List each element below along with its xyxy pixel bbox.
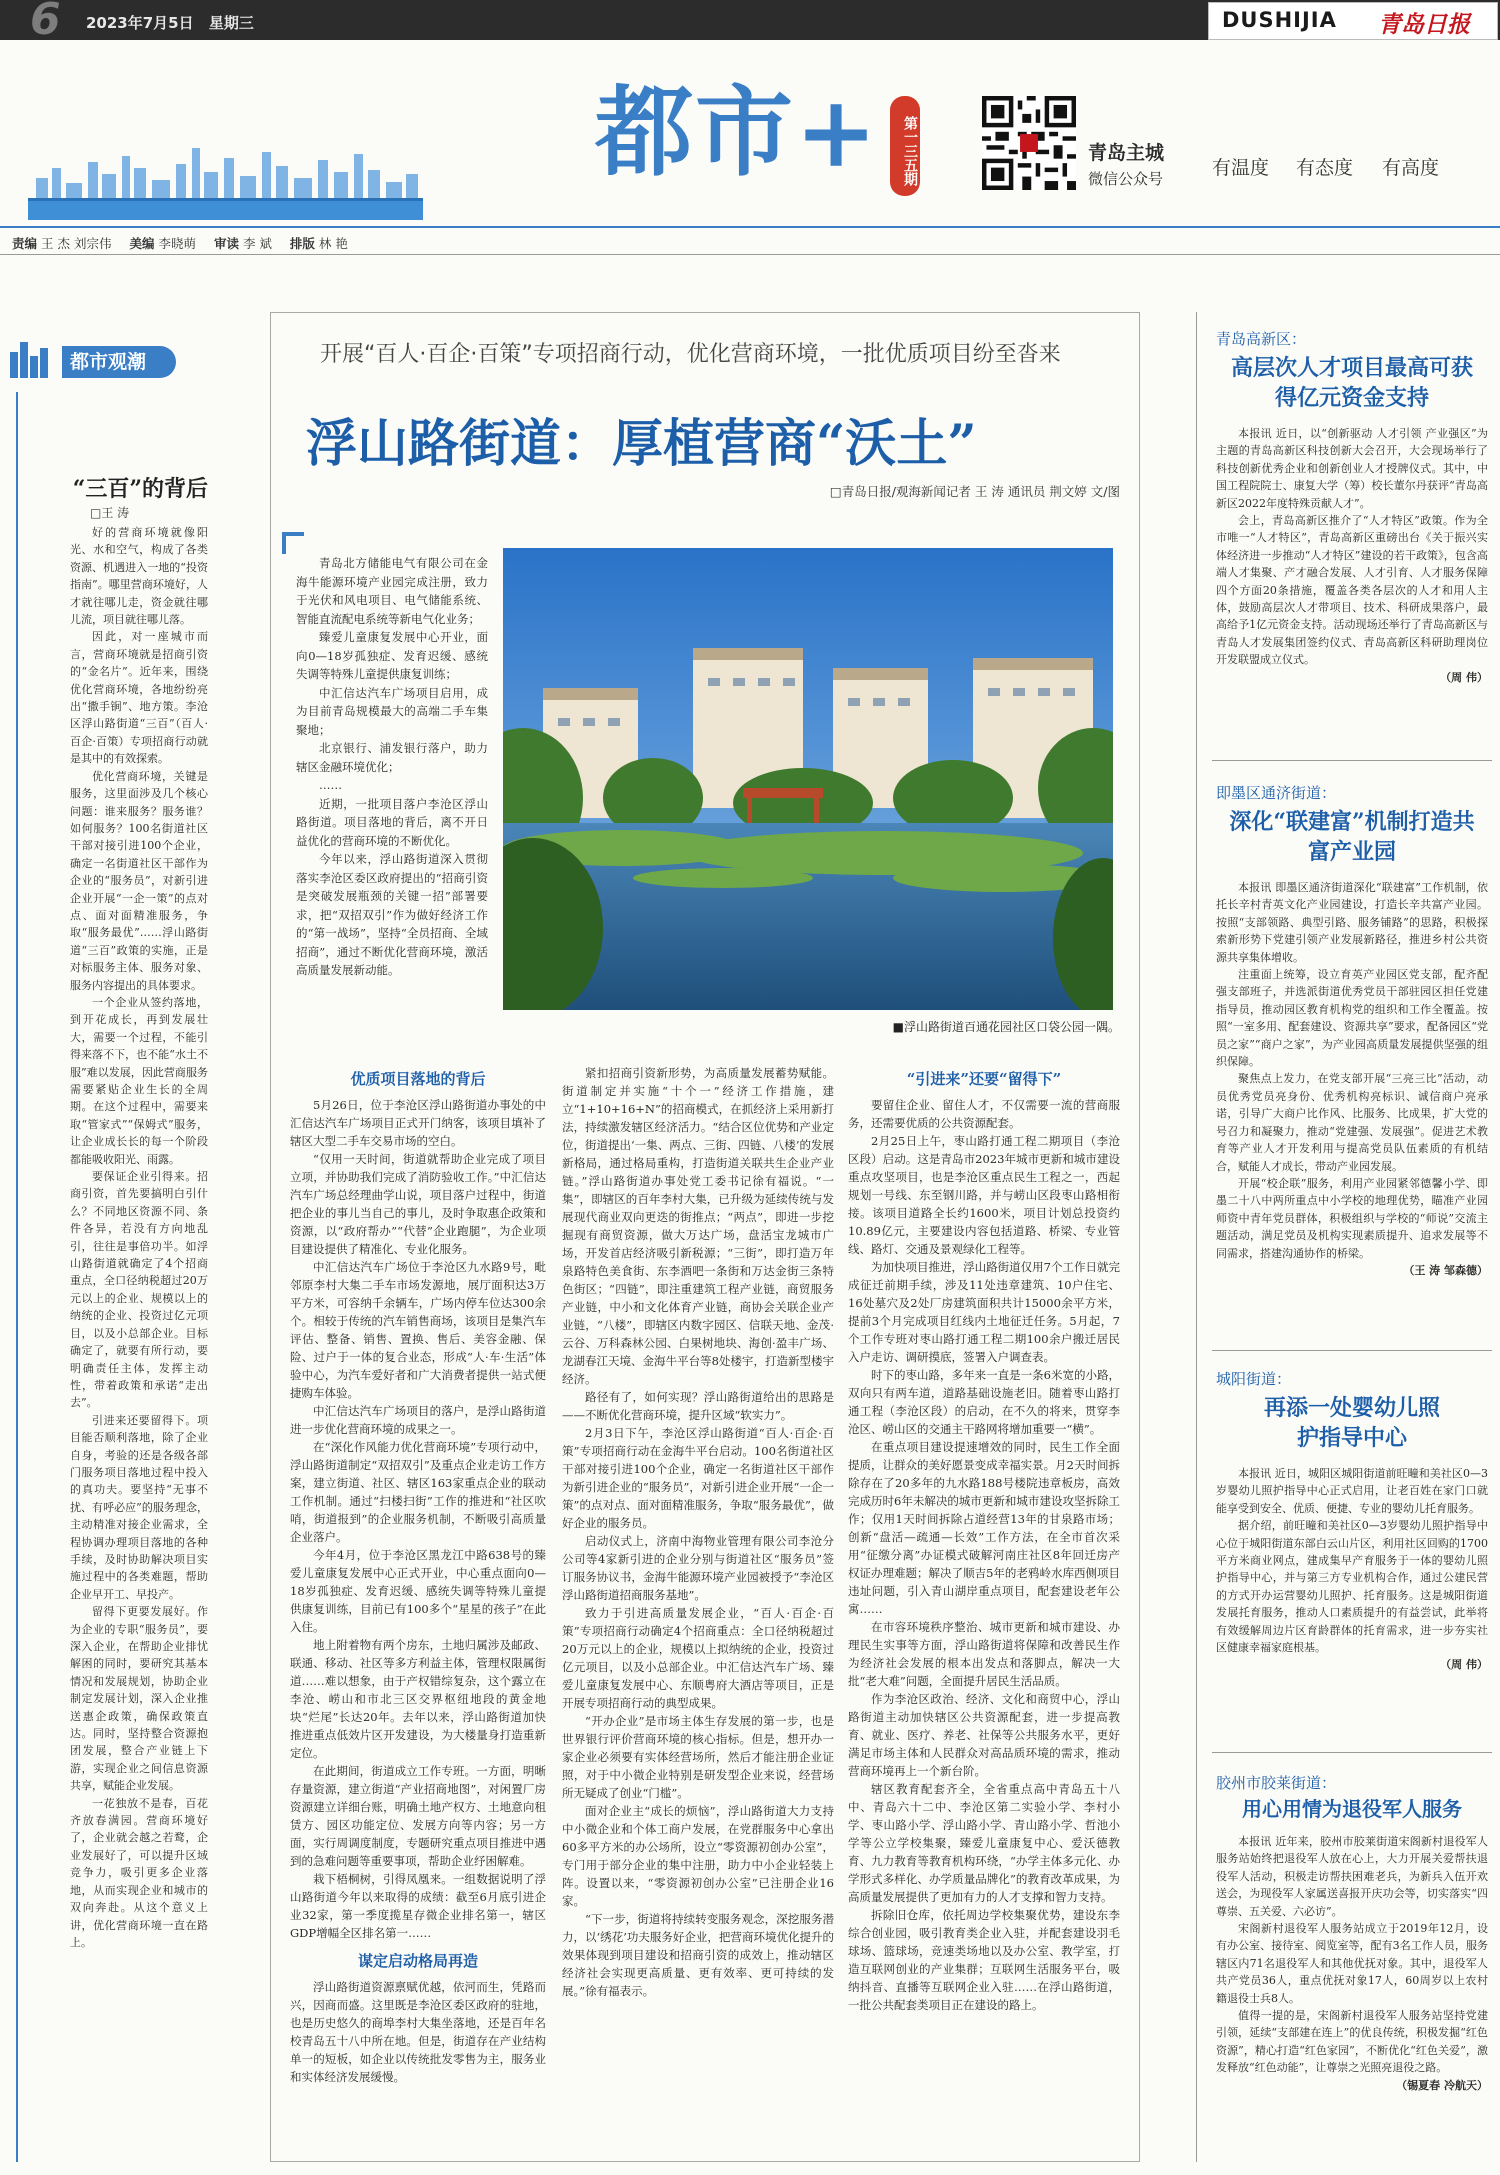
article-paragraph: 据介绍，前旺疃和美社区0—3岁婴幼儿照护指导中心位于城阳街道东部白云山片区，利用社区回购的1700平方米商业网点，建成集早产育服务于一体的婴幼儿照护指导中心，并与第三方专业机构合作，通过公建民营的方式开办运营婴幼儿照护、托育服务。这是城阳街道发展托育服务，推动人口素质提升的有益尝试，此举将有效缓解周边片区育龄群体的托育需求，进一步夯实社区健康幸福家庭根基。 xyxy=(1216,1519,1488,1655)
body-paragraph: 拆除旧仓库，依托周边学校集聚优势，建设东李综合创业园，吸引教育类企业入驻，并配套建设羽毛球场、篮球场，竞速类场地以及办公室、教学室，打造互联网创业的产业集群；互联网生活服务平台，吸纳抖音、直播等互联网企业入驻……在浮山路街道，一批公共配套类项目正在建设的路上。 xyxy=(848,1908,1120,2012)
right-article-1 xyxy=(1216,328,1488,686)
article-byline: （锡夏春 冷航天） xyxy=(1396,2078,1488,2092)
intro-paragraph: …… xyxy=(319,778,342,792)
body-paragraph: 在重点项目建设提速增效的同时，民生工作全面提质，让群众的美好愿景变成幸福实景。月2天时间拆除存在了20多年的九水路188号楼院违章板房，高效完成历时6年未解决的城市更新和城市建设攻坚拆除工作；仅用1天时间拆除占道经营13年的甘泉路市场；创新“盘活—疏通—长效”工作方法，在全市首次采用“征缴分离”办证模式破解河南庄社区8年回迁房产权证办理难题；解决了顺吉5年的老鸦岭水库西侧项目违址问题，引入青山湖岸重点项目，配套建设老年公寓…… xyxy=(848,1440,1120,1616)
lead-body-col-1 xyxy=(290,1060,546,2155)
commentary-paragraph: 因此，对一座城市而言，营商环境就是招商引资的“金名片”。近年来，围绕优化营商环境，各地纷纷亮出“撒手锏”、地方策。李沧区浮山路街道“三百”（百人·百企·百策）专项招商行动就是其中的有效探索。 xyxy=(70,630,208,766)
lead-body-col-3 xyxy=(848,1060,1120,2155)
commentary-paragraph: 引进来还要留得下。项目能否顺利落地，除了企业自身，考验的还是各级各部门服务项目落地过程中投入的真功夫。要坚持“无事不扰、有呼必应”的服务理念，主动精准对接企业需求，全程协调办理项目落地的各种手续，及时协助解决项目实施过程中的各类难题，帮助企业早开工、早投产。 xyxy=(70,1413,208,1601)
article-body xyxy=(1216,1833,1488,2094)
credit-names-1: 王 杰 刘宗伟 xyxy=(41,236,112,251)
article-paragraph: 本报讯 近年来，胶州市胶莱街道宋阁新村退役军人服务站始终把退役军人放在心上，大力开展关爱帮扶退役军人活动，积极走访帮扶困难老兵，为新兵入伍开欢送会，为现役军人家属送喜报开庆功会等，切实落实“四尊崇、五关爱、六必访”。 xyxy=(1216,1835,1488,1918)
body-paragraph: 今年4月，位于李沧区黑龙江中路638号的臻爱儿童康复发展中心正式开业，中心重点面向0—18岁孤独症、发育迟缓、感统失调等特殊儿童提供康复训练，目前已有100多个“星星的孩子”在此入住。 xyxy=(290,1548,546,1634)
body-paragraph: 栽下梧桐树，引得凤凰来。一组数据说明了浮山路街道今年以来取得的成绩：截至6月底引进企业32家，第一季度揽星存微企业排名第一，辖区GDP增幅全区排名第一…… xyxy=(290,1872,546,1940)
article-body xyxy=(1216,879,1488,1279)
article-body xyxy=(1216,425,1488,686)
body-paragraph: 辖区教育配套齐全，全省重点高中青岛五十八中、青岛六十二中、李沧区第二实验小学、李村小学、枣山路小学、浮山路小学、青山路小学、哲池小学等公立学校集聚，臻爱儿童康复中心、爱沃德教育、九力教育等教育机构环绕，“办学主体多元化、办学形式多样化、办学质量品牌化”的教育改革成果，为高质量发展提供了更加有力的人才支撑和智力支持。 xyxy=(848,1782,1120,1904)
article-body xyxy=(1216,1465,1488,1674)
article-paragraph: 开展“校企联”服务，利用产业园紧邻德馨小学、即墨二十八中两所重点中小学校的地理优势，瞄准产业园师资中青年党员群体，积极组织与学校的“师说”交流主题活动，满足党员及机构实现素质提升、追求发展等不同需求，搭建沟通协作的桥梁。 xyxy=(1216,1176,1488,1260)
credit-names-2: 李晓萌 xyxy=(158,236,196,251)
paper-logo: 青岛日报 xyxy=(1378,11,1470,38)
intro-paragraph: 中汇信达汽车广场项目启用，成为目前青岛规模最大的高端二手车集聚地； xyxy=(296,685,488,737)
article-paragraph: 聚焦点上发力，在党支部开展“三亮三比”活动，动员优秀党员亮身份、优秀机构亮标识、诚信商户亮承诺，引导广大商户比作风、比服务、比成果，扩大党的号召力和凝聚力，推动“党建强、发展强”。促进艺术教育等产业人才开发利用与提高党员队伍素质的有机结合，赋能人才成长，带动产业园发展。 xyxy=(1216,1072,1488,1173)
qr-code-icon xyxy=(982,96,1076,190)
body-paragraph: 为加快项目推进，浮山路街道仅用7个工作日就完成征迁前期手续，涉及11处违章建筑、10户住宅、16处墓穴及2处厂房建筑面积共计15000余平方米，提前3个月完成项目红线内土地征迁任务。5月起，7个工作专班对枣山路打通工程二期100余户搬迁居民入户走访、调研摸底，签署入户调查表。 xyxy=(848,1260,1120,1364)
right-article-2 xyxy=(1216,782,1488,1279)
section-pinyin: DUSHIJIA xyxy=(1222,8,1337,32)
city-skyline-illustration xyxy=(28,138,423,220)
credit-names-3: 李 斌 xyxy=(242,236,272,251)
right-col-divider xyxy=(1196,312,1197,2162)
article-paragraph: 值得一提的是，宋阁新村退役军人服务站坚持党建引领，延续“支部建在连上”的优良传统，积极发掘“红色资源”，精心打造“红色家园”，不断优化“红色关爱”，激发释放“红色动能”，让尊崇之光照亮退役之路。 xyxy=(1216,2009,1488,2075)
body-paragraph: “仅用一天时间，街道就帮助企业完成了项目立项，并协助我们完成了消防验收工作。”中汇信达汽车广场总经理曲学山说，项目落户过程中，街道把企业的事儿当自己的事儿，及时争取惠企政策和资源，以“政府帮办”“代替”企业跑腿”，为企业项目建设提供了精准化、专业化服务。 xyxy=(290,1152,546,1256)
article-byline: （王 涛 邹森德） xyxy=(1403,1263,1488,1277)
credits-rule xyxy=(0,254,1500,255)
article-paragraph: 本报讯 近日，城阳区城阳街道前旺疃和美社区0—3岁婴幼儿照护指导中心正式启用，让老百姓在家门口就能享受到安全、优质、便捷、专业的婴幼儿托育服务。 xyxy=(1216,1467,1488,1515)
issue-tag: 第一三五期 xyxy=(890,96,920,196)
credit-role-1: 责编 xyxy=(12,236,38,251)
article-kicker: 城阳街道： xyxy=(1216,1370,1292,1388)
credit-names-4: 林 艳 xyxy=(318,236,348,251)
body-paragraph: 紧扣招商引资新形势，为高质量发展蓄势赋能。街道制定并实施“十个一”经济工作措施，建立“1+10+16+N”的招商模式，在抓经济上采用新打法，持续激发辖区经济活力。“结合区位优势和产业定位，街道提出‘一集、两点、三街、四链、八楼’的发展新格局，通过格局重构，打造街道关联共生企业产业链。”浮山路街道办事处党工委书记徐有福说。“一集”，即辖区的百年李村大集，已升级为延续传统与发展现代商业双向更迭的街推点；“两点”，即进一步挖掘现有商贸资源，做大万达广场，盘活宝龙城市广场，开发首店经济吸引新税源；“三街”，即打造万年泉路特色美食街、东李酒吧一条街和万达金街三条特色街区；“四链”，即注重建筑工程产业链，商贸服务产业链，中小和文化体育产业链，商协会关联企业产业链，“八楼”，即辖区内数字园区、信联天地、金茂·云谷、万科森林公园、白果树地块、海创·盈丰广场、龙湖春江天境、金海牛平台等8处楼宇，打造新型楼宇经济。 xyxy=(562,1066,834,1386)
commentary-paragraph: 留得下更要发展好。作为企业的专职“服务员”，要深入企业，在帮助企业排忧解困的同时，要研究其基本情况和发展规划，协助企业制定发展计划，深入企业推送惠企政策，确保政策直达。同时，坚持整合资源抱团发展，整合产业链上下游，实现企业之间信息资源共享，赋能企业发展。 xyxy=(70,1605,208,1793)
commentary-body xyxy=(70,524,208,2154)
photo-caption: ■浮山路街道百通花园社区口袋公园一隅。 xyxy=(892,1020,1120,1034)
body-paragraph: 5月26日，位于李沧区浮山路街道办事处的中汇信达汽车广场项目正式开门纳客，该项目填补了辖区大型二手车交易市场的空白。 xyxy=(290,1098,546,1148)
wechat-account-name: 青岛主城 xyxy=(1088,142,1165,164)
article-headline: 再添一处婴幼儿照护指导中心 xyxy=(1263,1395,1440,1451)
right-article-rule xyxy=(1212,1350,1492,1351)
commentary-paragraph: 一个企业从签约落地，到开花成长，再到发展壮大，需要一个过程，不能引得来落不下，也不能“水土不服”难以发展，因此营商服务需要紧贴企业生长的全周期。在这个过程中，需要来取“管家式”“保姆式”服务，让企业成长长的每一个阶段都能吸收阳光、雨露。 xyxy=(70,995,208,1166)
body-paragraph: 路径有了，如何实现？浮山路街道给出的思路是——不断优化营商环境，提升区域“软实力”。 xyxy=(562,1390,834,1422)
body-paragraph: 在市容环境秩序整治、城市更新和城市建设、办理民生实事等方面，浮山路街道将保障和改善民生作为经济社会发展的根本出发点和落脚点，解决一大批“老大难”问题，全面提升居民生活品质。 xyxy=(848,1620,1120,1688)
right-article-4 xyxy=(1216,1772,1488,2094)
lead-headline: 浮山路街道：厚植营商“沃土” xyxy=(306,414,977,474)
header-rule xyxy=(0,226,1500,228)
body-paragraph: 作为李沧区政治、经济、文化和商贸中心，浮山路街道主动加快辖区公共资源配套，进一步提高教育、就业、医疗、养老、社保等公共服务水平，更好满足市场主体和人民群众对高品质环境的需求，推动营商环境再上一个新台阶。 xyxy=(848,1692,1120,1778)
left-col-divider xyxy=(16,392,18,2162)
article-paragraph: 本报讯 即墨区通济街道深化“联建富”工作机制，依托长辛村青英文化产业园建设，打造长辛共富产业园。按照“支部领路、典型引路、服务铺路”的思路，积极探索新形势下党建引领产业发展新路径，推进乡村公共资源共享集体增收。 xyxy=(1216,881,1488,964)
body-paragraph: 致力于引进高质量发展企业，“百人·百企·百策”专项招商行动确定4个招商重点：全口径纳税超过20万元以上的企业，规模以上拟纳统的企业，投资过亿元项目，以及小总部企业。中汇信达汽车广场、臻爱儿童康复发展中心、东顺粤府大酒店等项目，正是开展专项招商行动的典型成果。 xyxy=(562,1606,834,1710)
weekday-text: 星期三 xyxy=(208,14,254,32)
credits-line xyxy=(12,234,348,252)
body-paragraph: 面对企业主“成长的烦恼”，浮山路街道大力支持中小微企业和个体工商户发展，在党群服务中心拿出60多平方米的办公场所，设立“零资源初创办公室”，专门用于部分企业的集中注册，助力中小企业轻装上阵。设置以来，“零资源初创办公室”已注册企业16家。 xyxy=(562,1804,834,1908)
article-kicker: 即墨区通济街道： xyxy=(1216,784,1337,802)
commentary-paragraph: 好的营商环境就像阳光、水和空气，构成了各类资源、机遇进入一地的“投资指南”。哪里营商环境好，人才就往哪儿走，资金就往哪儿流，项目就往哪儿落。 xyxy=(70,526,208,627)
article-paragraph: 注重面上统筹，设立育英产业园区党支部，配齐配强支部班子，并选派街道优秀党员干部驻园区担任党建指导员，推动园区教育机构党的组织和工作全覆盖。按照“一室多用、配套建设、资源共享”要求，配备园区“党员之家”“商户之家”，为产业园高质量发展提供坚强的组织保障。 xyxy=(1216,968,1488,1069)
wechat-account-sub: 微信公众号 xyxy=(1088,170,1164,188)
body-paragraph: 要留住企业、留住人才，不仅需要一流的营商服务，还需要优质的公共资源配套。 xyxy=(848,1098,1120,1130)
issue-date xyxy=(86,12,254,33)
body-paragraph: 浮山路街道资源禀赋优越，依河而生，凭路而兴，因商而盛。这里既是李沧区委区政府的驻地，也是历史悠久的商埠李村大集坐落地，还是百年名校青岛五十八中所在地。但是，街道存在产业结构单一的短板，如企业以传统批发零售为主，服务业和实体经济发展缓慢。 xyxy=(290,1980,546,2084)
commentary-title: “三百”的背后 xyxy=(72,476,208,502)
lead-subtitle: 开展“百人·百企·百策”专项招商行动，优化营商环境，一批优质项目纷至沓来 xyxy=(320,342,1061,367)
right-article-3 xyxy=(1216,1368,1488,1674)
intro-paragraph: 北京银行、浦发银行落户，助力辖区金融环境优化； xyxy=(296,741,488,774)
article-headline: 高层次人才项目最高可获得亿元资金支持 xyxy=(1230,355,1473,411)
body-paragraph: 2月3日下午，李沧区浮山路街道“百人·百企·百策”专项招商行动在金海牛平台启动。100名街道社区干部对接引进100个企业，确定一名街道社区干部作为新引进企业的“服务员”，对新引进企业开展“一企一策”的点对点、面对面精准服务，争取“服务最优”，做好企业的服务员。 xyxy=(562,1426,834,1530)
column-tag: 都市观潮 xyxy=(62,346,176,378)
credit-role-3: 审读 xyxy=(213,236,239,251)
slogan-1: 有温度 xyxy=(1212,157,1270,179)
commentary-paragraph: 优化营商环境，关键是服务，这里面涉及几个核心问题：谁来服务？服务谁？如何服务？100名街道社区干部对接引进100个企业，确定一名街道社区干部作为企业的“服务员”，对新引进企业开展“一企一策”的点对点、面对面精准服务，争取“服务最优”……浮山路街道“三百”政策的实施，正是对标服务主体、服务对象、服务内容提出的具体要求。 xyxy=(70,769,208,992)
body-paragraph: 启动仪式上，济南中海物业管理有限公司李沧分公司等4家新引进的企业分别与街道社区“服务员”签订服务协议书，金海牛能源环境产业园被授予“李沧区浮山路街道招商服务基地”。 xyxy=(562,1534,834,1602)
body-paragraph: 在此期间，街道成立工作专班。一方面，明晰存量资源，建立街道“产业招商地图”，对闲置厂房资源建立详细台账，明确土地产权方、土地意向租赁方、园区功能定位、发展方向等内容；另一方面，实行周调度制度，专题研究重点项目推进中遇到的急难问题等重要事项，帮助企业纾困解难。 xyxy=(290,1764,546,1868)
lead-intro xyxy=(296,554,488,1024)
lead-byline: □青岛日报/观海新闻记者 王 涛 通讯员 荆文婷 文/图 xyxy=(829,484,1120,499)
article-byline: （周 伟） xyxy=(1440,670,1488,684)
intro-paragraph: 臻爱儿童康复发展中心开业，面向0—18岁孤独症、发育迟缓、感统失调等特殊儿童提供康复训练； xyxy=(296,630,488,681)
body-paragraph: 时下的枣山路，多年来一直是一条6米宽的小路，双向只有两车道，道路基础设施老旧。随着枣山路打通工程（李沧区段）的启动，在不久的将来，贯穿李沧区、崂山区的交通主干路网将增加重要一“横”。 xyxy=(848,1368,1120,1436)
lead-body-col-2 xyxy=(562,1064,834,2155)
intro-paragraph: 近期，一批项目落户李沧区浮山路街道。项目落地的背后，离不开日益优化的营商环境的不断优化。 xyxy=(296,796,488,848)
intro-paragraph: 今年以来，浮山路街道深入贯彻落实李沧区委区政府提出的“招商引资是突破发展瓶颈的关键一招”部署要求，把“双招双引”作为做好经济工作的“第一战场”，坚持“全员招商、全域招商”，通过不断优化营商环境，激活高质量发展新动能。 xyxy=(296,852,488,977)
commentary-paragraph: 要保证企业引得来。招商引资，首先要搞明白引什么？不同地区资源不同、条件各异，若没有方向地乱引，往往是事倍功半。如浮山路街道就确定了4个招商重点，全口径纳税超过20万元以上的企业、规模以上的纳统的企业、投资过亿元项目，以及小总部企业。目标确定了，就要有所行动，要明确责任主体，发挥主动性，带着政策和承诺“走出去”。 xyxy=(70,1170,208,1410)
slogan-3: 有高度 xyxy=(1382,157,1440,179)
article-byline: （周 伟） xyxy=(1440,1658,1488,1672)
article-headline: 用心用情为退役军人服务 xyxy=(1242,1797,1462,1821)
date-text: 2023年7月5日 xyxy=(86,14,194,32)
section-subhead: 优质项目落地的背后 xyxy=(350,1070,486,1088)
article-paragraph: 宋阁新村退役军人服务站成立于2019年12月，设有办公室、接待室、阅览室等，配有3名工作人员，服务辖区内71名退役军人和其他优抚对象。其中，退役军人共产党员36人，重点优抚对象17人，60周岁以上农村籍退役士兵8人。 xyxy=(1216,1922,1488,2005)
section-title: 都市+ xyxy=(595,75,880,190)
quote-mark-icon xyxy=(282,532,304,554)
page-number: 6 xyxy=(30,0,61,45)
article-kicker: 胶州市胶莱街道： xyxy=(1216,1774,1337,1792)
slogan-2: 有态度 xyxy=(1296,157,1354,179)
body-paragraph: “开办企业”是市场主体生存发展的第一步，也是世界银行评价营商环境的核心指标。但是，想开办一家企业必须要有实体经营场所，然后才能注册企业证照，对于中小微企业特别是研发型企业来说，经营场所无疑成了创业“门槛”。 xyxy=(562,1714,834,1800)
credit-role-4: 排版 xyxy=(289,236,315,251)
article-paragraph: 会上，青岛高新区推介了“人才特区”政策。作为全市唯一“人才特区”，青岛高新区重磅出台《关于振兴实体经济进一步推动“人才特区”建设的若干政策》，包含高端人才集聚、产才融合发展、人才引育、人才服务保障四个方面20条措施，覆盖各类各层次的人才和用人主体，鼓励高层次人才带项目、技术、科研成果落户，最高给予1亿元资金支持。活动现场还举行了青岛高新区与青岛人才发展集团签约仪式、青岛高新区科研助理岗位开发联盟成立仪式。 xyxy=(1216,514,1488,667)
body-paragraph: “下一步，街道将持续转变服务观念，深挖服务潜力，以‘绣花’功夫服务好企业，把营商环境优化提升的效果体现到项目建设和招商引资的成效上，推动辖区经济社会实现更高质量、更有效率、更可持续的发展。”徐有福表示。 xyxy=(562,1912,834,1998)
right-article-rule xyxy=(1212,1752,1492,1753)
body-paragraph: 地上附着物有两个房东，土地归属涉及邮政、联通、移动、社区等多方利益主体，管理权限属街道……难以想象，由于产权错综复杂，这个露立在李沧、崂山和市北三区交界枢纽地段的黄金地块“烂尾”长达20年。去年以来，浮山路街道加快推进重点低效片区开发建设，为大楼量身打造重新定位。 xyxy=(290,1638,546,1760)
intro-paragraph: 青岛北方储能电气有限公司在金海牛能源环境产业园完成注册，致力于光伏和风电项目、电气储能系统、智能直流配电系统等新电气化业务； xyxy=(296,556,488,626)
article-paragraph: 本报讯 近日，以“创新驱动 人才引领 产业强区”为主题的青岛高新区科技创新大会召开，大会现场举行了科技创新优秀企业和创新创业人才授牌仪式。其中，中国工程院院士、康复大学（筹）校长董尔丹获评“青岛高新区2022年度特殊贡献人才”。 xyxy=(1216,427,1488,510)
commentary-author: □王 涛 xyxy=(90,506,130,520)
body-paragraph: 中汇信达汽车广场位于李沧区九水路9号，毗邻原李村大集二手车市场发源地，展厅面积达3万平方米，可容纳千余辆车，广场内停车位达300余个。相较于传统的汽车销售商场，该项目是集汽车评估、整备、销售、置换、售后、美容金融、保险、过户于一体的复合业态，形成“人·车·生活”体验中心，为汽车爱好者和广大消费者提供一站式便捷购车体验。 xyxy=(290,1260,546,1400)
article-kicker: 青岛高新区： xyxy=(1216,330,1307,348)
section-subhead: 谋定启动格局再造 xyxy=(357,1952,478,1970)
section-subhead: “引进来”还要“留得下” xyxy=(906,1070,1062,1088)
credit-role-2: 美编 xyxy=(129,236,155,251)
right-article-rule xyxy=(1212,760,1492,761)
column-tag-building-icon xyxy=(8,338,54,378)
body-paragraph: 在“深化作风能力优化营商环境”专项行动中，浮山路街道制定“双招双引”及重点企业走访工作方案，建立街道、社区、辖区163家重点企业的联动工作机制。通过“扫楼扫街”工作的推进和“社区吹哨，街道报到”的企业服务机制，不断吸引高质量企业落户。 xyxy=(290,1440,546,1544)
commentary-paragraph: 一花独放不是春，百花齐放春满园。营商环境好了，企业就会越之若鹜，企业发展好了，可以提升区域竞争力，吸引更多企业落地，从而实现企业和城市的双向奔赴。从这个意义上讲，优化营商环境一直在路上。 xyxy=(70,1796,208,1949)
lead-photo-park xyxy=(503,548,1113,1010)
article-headline: 深化“联建富”机制打造共富产业园 xyxy=(1229,809,1475,865)
body-paragraph: 中汇信达汽车广场项目的落户，是浮山路街道进一步优化营商环境的成果之一。 xyxy=(290,1404,546,1436)
body-paragraph: 2月25日上午，枣山路打通工程二期项目（李沧区段）启动。这是青岛市2023年城市更新和城市建设重点攻坚项目，也是李沧区重点民生工程之一，西起规划一号线、东至钢川路，并与崂山区段枣山路相衔接。该项目道路全长约1600米，项目计划总投资约10.89亿元，主要建设内容包括道路、桥梁、专业管线、路灯、交通及景观绿化工程等。 xyxy=(848,1134,1120,1256)
